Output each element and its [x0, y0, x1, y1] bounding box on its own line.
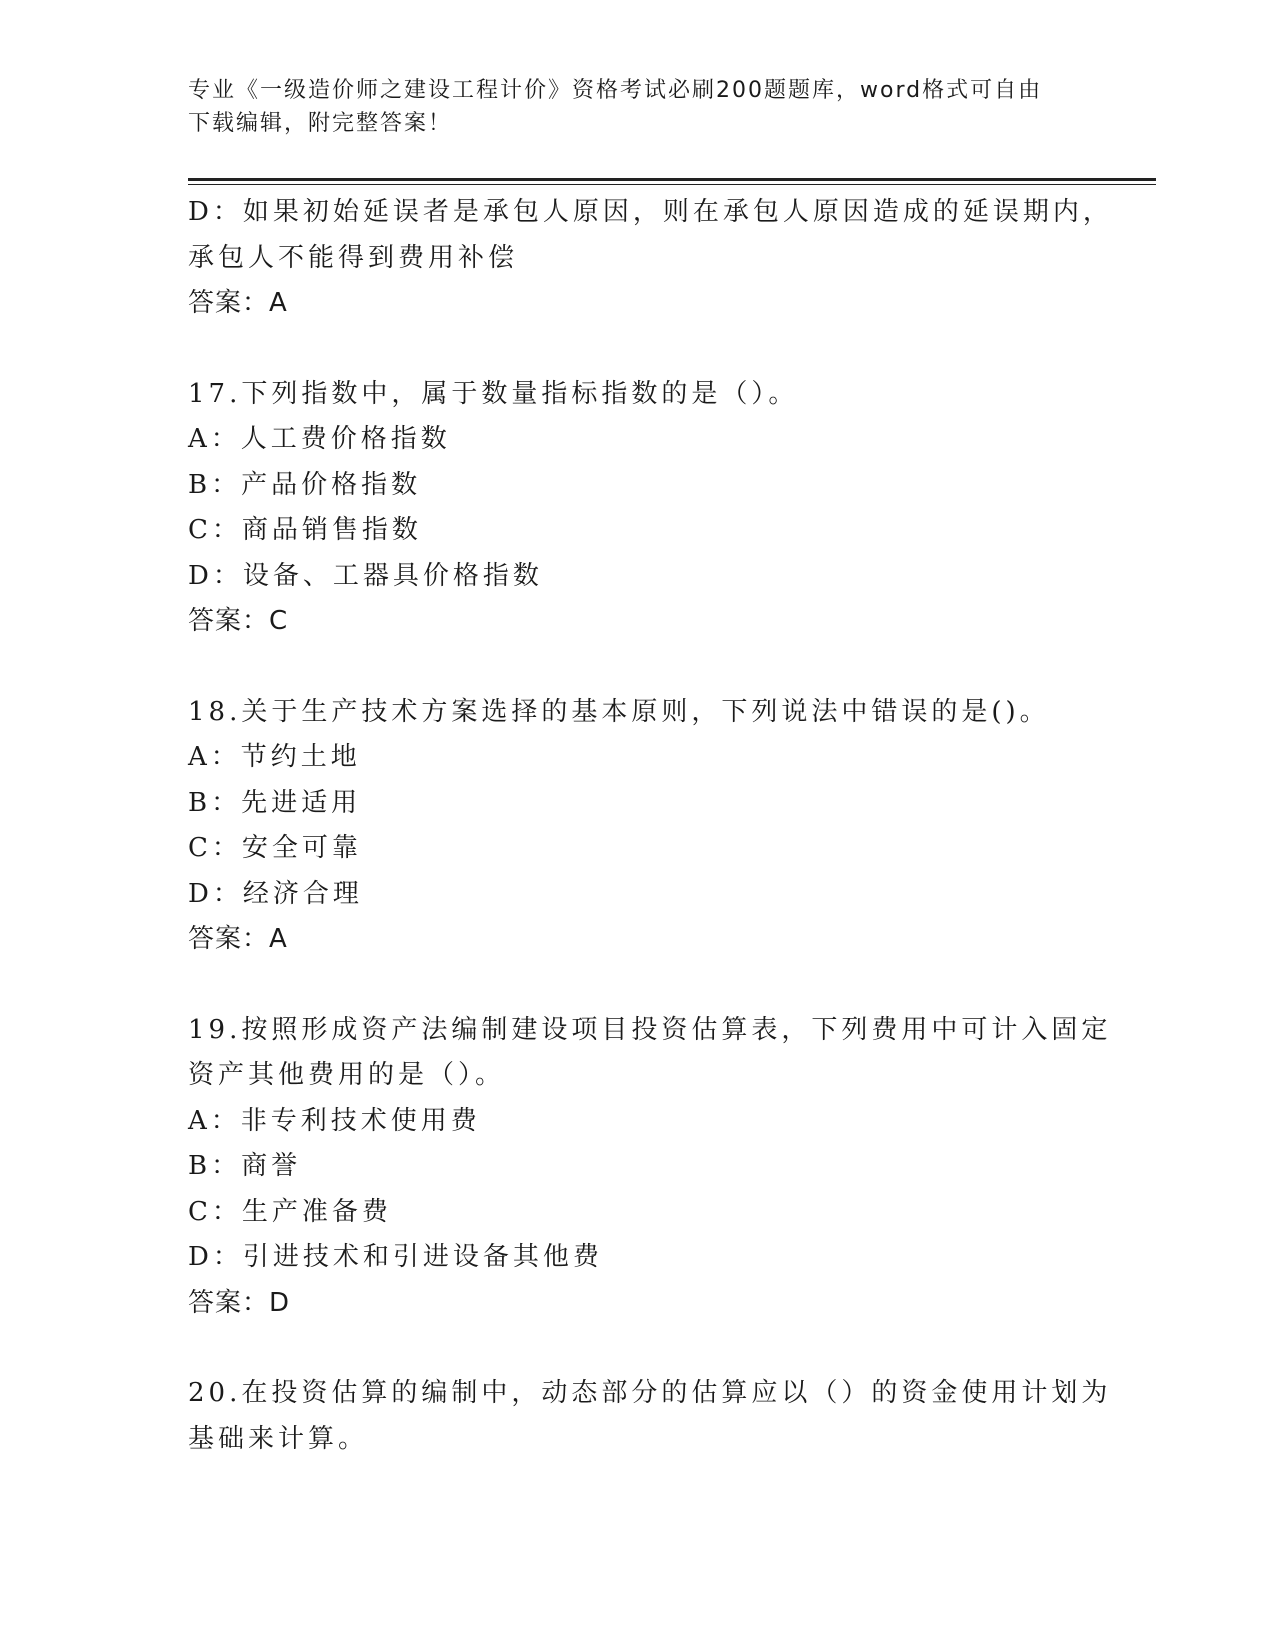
option-a: A：人工费价格指数	[188, 424, 451, 454]
option-d: D：如果初始延误者是承包人原因，则在承包人原因造成的延误期内，	[188, 197, 1113, 227]
question-17	[188, 372, 1088, 645]
option-c: C：商品销售指数	[188, 515, 422, 545]
header-line-1: 专业《一级造价师之建设工程计价》资格考试必刷200题题库，word格式可自由	[188, 78, 1043, 103]
answer-line: 答案：A	[188, 924, 288, 954]
question-stem: 19.按照形成资产法编制建设项目投资估算表，下列费用中可计入固定	[188, 1014, 1112, 1045]
header-line-2: 下载编辑，附完整答案！	[188, 111, 453, 136]
header-rule-thin	[188, 184, 1156, 185]
question-16-tail	[188, 190, 1113, 327]
answer-line: 答案：C	[188, 606, 289, 636]
option-c: C：安全可靠	[188, 833, 362, 863]
option-b: B：商誉	[188, 1151, 302, 1181]
option-b: B：产品价格指数	[188, 469, 422, 500]
option-c: C：生产准备费	[188, 1196, 392, 1227]
question-stem: 18.关于生产技术方案选择的基本原则，下列说法中错误的是()。	[188, 696, 1050, 727]
answer-line: 答案：D	[188, 1287, 291, 1318]
option-a: A：节约土地	[188, 742, 361, 772]
question-20	[188, 1371, 1112, 1462]
answer-line: 答案：A	[188, 288, 288, 318]
question-stem-continued: 资产其他费用的是（）。	[188, 1060, 506, 1090]
option-a: A：非专利技术使用费	[188, 1105, 481, 1136]
option-b: B：先进适用	[188, 787, 362, 818]
option-d: D：引进技术和引进设备其他费	[188, 1242, 603, 1272]
question-stem: 20.在投资估算的编制中，动态部分的估算应以（）的资金使用计划为	[188, 1378, 1112, 1408]
option-d: D：经济合理	[188, 878, 363, 909]
document-body	[188, 190, 1113, 1462]
question-19	[188, 1008, 1112, 1327]
option-d: D：设备、工器具价格指数	[188, 560, 543, 591]
question-stem: 17.下列指数中，属于数量指标指数的是（）。	[188, 378, 799, 409]
question-stem-continued: 基础来计算。	[188, 1423, 369, 1454]
option-d-continued: 承包人不能得到费用补偿	[188, 242, 519, 273]
page-header	[188, 74, 1088, 140]
question-18	[188, 690, 1088, 963]
header-rule-thick	[188, 178, 1156, 181]
